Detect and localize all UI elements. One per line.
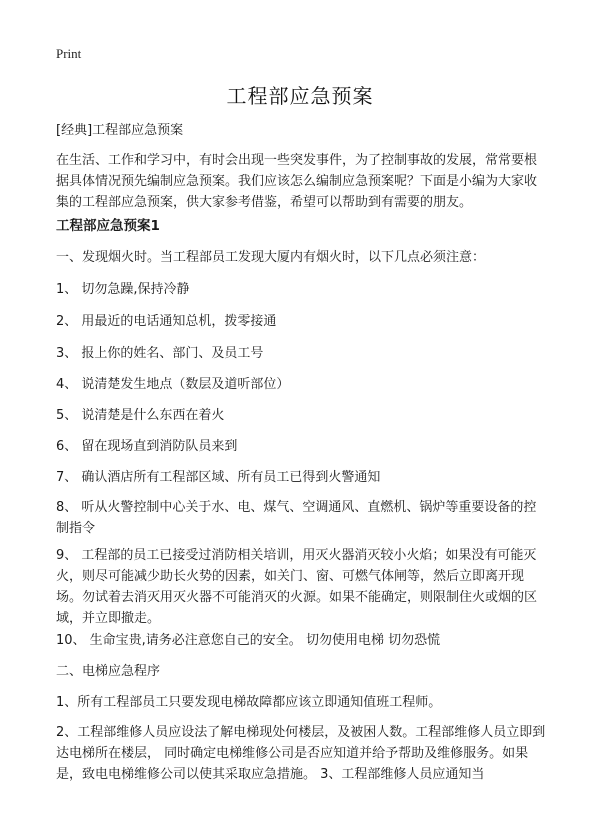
page-title: 工程部应急预案 [226, 84, 374, 108]
list-item: 2、工程部维修人员应设法了解电梯现处何楼层，及被困人数。工程部维修人员立即到达电梯所在楼层， 同时确定电梯维修公司是否应知道并给予帮助及维修服务。如果是，致电电梯维修公司以使其采取应急措施。 3、工程部维修人员应通知当 [56, 725, 546, 782]
list-item: 1、所有工程部员工只要发现电梯故障都应该立即通知值班工程师。 [56, 695, 442, 710]
list-item: 9、 工程部的员工已接受过消防相关培训，用灭火器消灭较小火焰；如果没有可能灭火，则尽可能减少助长火势的因素，如关门、窗、可燃气体闸等，然后立即离开现场。勿试着去消灭用灭火器不可能消灭的火源。如果不能确定，则限制住火或烟的区域，并立即撤走。 [56, 548, 538, 626]
list-item: 1、 切勿急躁,保持冷静 [56, 282, 190, 297]
list-item: 5、 说清楚是什么东西在着火 [56, 408, 225, 423]
section-heading: 工程部应急预案1 [56, 218, 160, 234]
list-item: 3、 报上你的姓名、部门、及员工号 [56, 346, 264, 361]
list-item: 8、 听从火警控制中心关于水、电、煤气、空调通风、直燃机、锅炉等重要设备的控制指令 [56, 500, 537, 536]
print-label: Print [56, 46, 82, 61]
list-item: 6、 留在现场直到消防队员来到 [56, 439, 238, 454]
intro-line: [经典]工程部应急预案 [56, 123, 184, 138]
list-item: 4、 说清楚发生地点（数层及道听部位） [56, 377, 290, 392]
fire-intro: 一、发现烟火时。当工程部员工发现大厦内有烟火时，以下几点必须注意： [56, 250, 486, 265]
list-item: 2、 用最近的电话通知总机，拨零接通 [56, 314, 277, 329]
elevator-heading: 二、电梯应急程序 [56, 664, 161, 679]
list-item: 10、 生命宝贵,请务必注意您自己的安全。 切勿使用电梯 切勿恐慌 [56, 633, 441, 648]
intro-paragraph: 在生活、工作和学习中，有时会出现一些突发事件，为了控制事故的发展，常常要根据具体情况预先编制应急预案。我们应该怎么编制应急预案呢？下面是小编为大家收集的工程部应急预案，供大家参考借鉴，希望可以帮助到有需要的朋友。 [56, 153, 538, 210]
list-item: 7、 确认酒店所有工程部区域、所有员工已得到火警通知 [56, 470, 381, 485]
